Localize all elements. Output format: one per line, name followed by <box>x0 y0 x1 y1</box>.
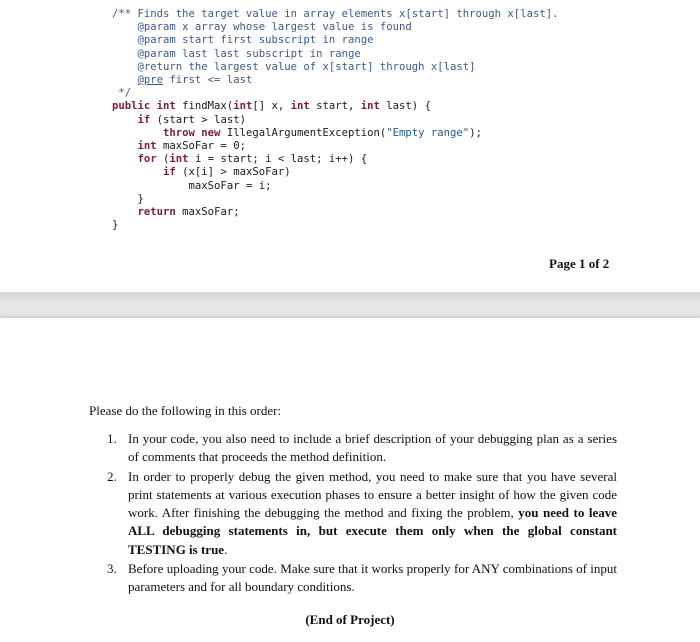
end-of-project: (End of Project) <box>305 612 395 627</box>
page-gap <box>0 292 700 318</box>
keyword: if <box>163 166 176 179</box>
item-number: 1. <box>107 431 117 446</box>
code-text: (start > last) <box>150 113 246 126</box>
item-text: In order to properly debug the given method, you need to make sure that you have several print statements at various execution phases to ensure a better insight of how the given code work. After finishing the debugging the method and fixing the problem, <box>128 468 617 521</box>
comment-line: @param start first subscript in range <box>112 34 374 47</box>
keyword: int <box>137 140 157 153</box>
code-text: } <box>112 219 119 232</box>
instructions-list <box>107 430 617 598</box>
code-text: (x[i] > maxSoFar) <box>175 166 291 179</box>
code-text: maxSoFar = 0; <box>156 140 246 153</box>
string-literal: "Empty range" <box>386 126 470 139</box>
item-number: 3. <box>107 561 117 577</box>
code-text: IllegalArgumentException( <box>220 126 387 139</box>
code-text: maxSoFar; <box>175 206 240 219</box>
comment-line: first <= last <box>163 74 253 87</box>
code-text: i = start; i < last; i++) { <box>188 153 368 166</box>
keyword: int <box>360 100 380 113</box>
page-number: Page 1 of 2 <box>549 256 610 271</box>
page-2 <box>0 318 700 642</box>
code-text: start, <box>309 100 361 113</box>
item-bold-text: you need to leave ALL debugging statements in, but execute them only when the global constant TESTING is true <box>128 505 617 557</box>
code-text: ( <box>156 153 170 166</box>
comment-line: @param last last subscript in range <box>112 47 361 60</box>
code-text: [] x, <box>252 100 291 113</box>
code-text: } <box>137 192 144 205</box>
keyword: throw new <box>163 126 221 139</box>
keyword: int <box>169 153 189 166</box>
code-text: maxSoFar = i; <box>188 179 272 192</box>
item-text: In your code, you also need to include a brief description of your debugging plan as a series of comments that proceeds the method definition. <box>128 431 617 465</box>
keyword: if <box>137 113 151 126</box>
instructions-intro: Please do the following in this order: <box>89 403 282 418</box>
keyword: int <box>233 100 253 113</box>
code-text: findMax( <box>175 100 234 113</box>
list-item <box>107 560 617 597</box>
keyword: return <box>137 206 176 219</box>
item-text: Before uploading your code. Make sure that it works properly for ANY combinations of input parameters and for all boundary conditions. <box>128 561 617 595</box>
keyword: public int <box>112 100 176 113</box>
keyword: int <box>290 100 310 113</box>
pre-tag: @pre <box>137 74 164 87</box>
list-item <box>107 430 617 467</box>
comment-line: @return the largest value of x[start] through x[last] <box>112 60 476 73</box>
item-text-tail: . <box>224 541 228 557</box>
item-number: 2. <box>107 468 117 484</box>
comment-line: /** Finds the target value in array elements x[start] through x[last]. <box>112 8 559 20</box>
code-text: ); <box>469 126 482 139</box>
comment-end: */ <box>112 87 132 100</box>
code-text: last) { <box>379 100 431 113</box>
code-listing <box>112 8 558 232</box>
page-1 <box>0 0 700 292</box>
list-item <box>107 468 617 559</box>
comment-line: @param x array whose largest value is found <box>112 21 412 34</box>
keyword: for <box>137 153 157 166</box>
